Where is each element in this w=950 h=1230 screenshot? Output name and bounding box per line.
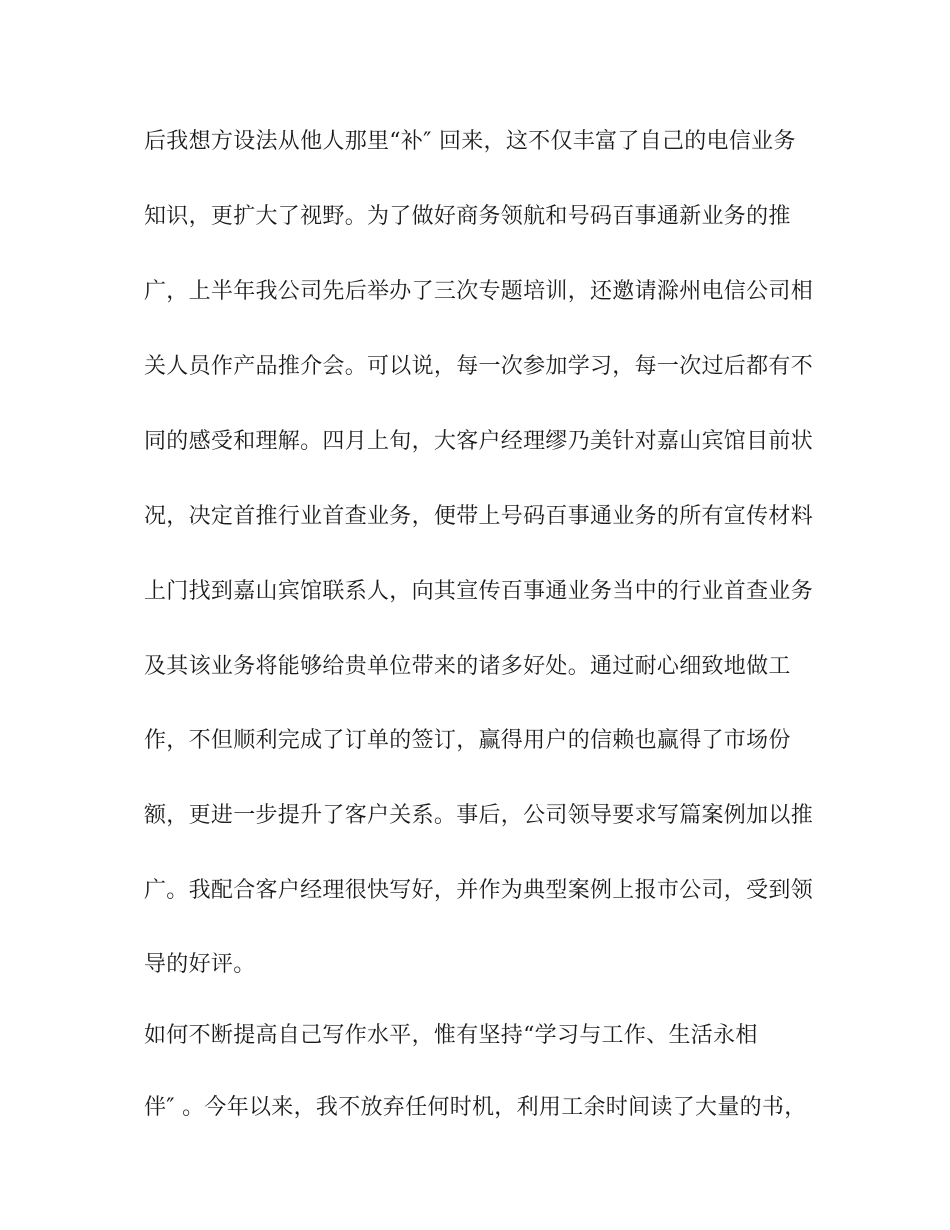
- text-line: 伴″ 。今年以来，我不放弃任何时机，利用工余时间读了大量的书，: [144, 1095, 807, 1120]
- text-line: 广。我配合客户经理很快写好，并作为典型案例上报市公司，受到领: [144, 878, 814, 903]
- text-line: 同的感受和理解。四月上旬，大客户经理缪乃美针对嘉山宾馆目前状: [144, 429, 814, 454]
- text-line: 知识，更扩大了视野。为了做好商务领航和号码百事通新业务的推: [144, 204, 791, 229]
- text-line: 关人员作产品推介会。可以说，每一次参加学习，每一次过后都有不: [144, 354, 814, 379]
- text-line: 况，决定首推行业首查业务，便带上号码百事通业务的所有宣传材料: [144, 504, 814, 529]
- text-line: 及其该业务将能够给贵单位带来的诸多好处。通过耐心细致地做工: [144, 654, 791, 679]
- text-line: 广，上半年我公司先后举办了三次专题培训，还邀请滁州电信公司相: [144, 279, 814, 304]
- text-line: 上门找到嘉山宾馆联系人，向其宣传百事通业务当中的行业首查业务: [144, 579, 814, 604]
- text-line: 导的好评。: [144, 952, 256, 977]
- text-line: 后我想方设法从他人那里“补″ 回来，这不仅丰富了自己的电信业务: [144, 129, 796, 154]
- text-line: 作，不但顺利完成了订单的签订，赢得用户的信赖也赢得了市场份: [144, 728, 791, 753]
- text-line: 如何不断提高自己写作水平，惟有坚持“学习与工作、生活永相: [144, 1023, 758, 1048]
- text-line: 额，更进一步提升了客户关系。事后，公司领导要求写篇案例加以推: [144, 803, 814, 828]
